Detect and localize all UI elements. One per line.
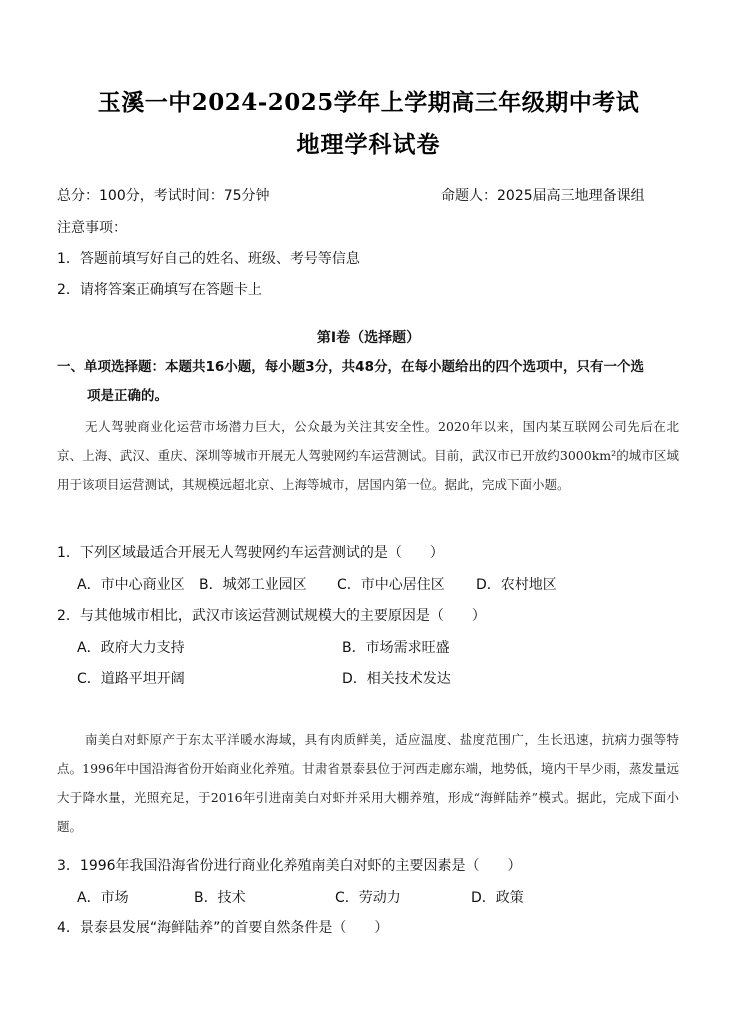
option-1d: D．农村地区	[476, 577, 557, 593]
option-3b: B．技术	[194, 890, 246, 906]
question-stem-4: 4．景泰县发展“海鲜陆养”的首要自然条件是（ ）	[57, 920, 389, 936]
option-2c: C．道路平坦开阔	[77, 671, 185, 687]
option-2a: A．政府大力支持	[77, 640, 185, 656]
section-title: 第Ⅰ卷（选择题）	[316, 330, 421, 346]
score-time-info: 总分：100分，考试时间：75分钟	[57, 188, 270, 204]
exam-subtitle: 地理学科试卷	[296, 131, 441, 158]
reading-passage-1: 无人驾驶商业化运营市场潜力巨大，公众最为关注其安全性。2020年以来，国内某互联网公司先后在北京、上海、武汉、重庆、深圳等城市开展无人驾驶网约车运营测试。目前，武汉市已开放约3000km²的城市区域用于该项目运营测试，其规模远超北京、上海等城市，居国内第一位。据此，完成下面小题。	[57, 419, 679, 492]
author-info: 命题人：2025届高三地理备课组	[441, 188, 645, 204]
option-3c: C．劳动力	[335, 890, 401, 906]
option-2d: D．相关技术发达	[342, 671, 451, 687]
note-item: 1．答题前填写好自己的姓名、班级、考号等信息	[57, 251, 360, 267]
option-1a: A．市中心商业区	[77, 577, 185, 593]
reading-passage-2: 南美白对虾原产于东太平洋暖水海域，具有肉质鲜美，适应温度、盐度范围广，生长迅速，抗病力强等特点。1996年中国沿海省份开始商业化养殖。甘肃省景泰县位于河西走廊东端，地势低，境内干旱少雨，蒸发量远大于降水量，光照充足，于2016年引进南美白对虾并采用大棚养殖，形成“海鲜陆养”模式。据此，完成下面小题。	[57, 732, 679, 834]
option-2b: B．市场需求旺盛	[342, 640, 450, 656]
question-stem-3: 3．1996年我国沿海省份进行商业化养殖南美白对虾的主要因素是（ ）	[57, 858, 522, 874]
question-stem-2: 2．与其他城市相比，武汉市该运营测试规模大的主要原因是（ ）	[57, 608, 486, 624]
note-item: 2．请将答案正确填写在答题卡上	[57, 282, 262, 298]
section-instruction: 一、单项选择题：本题共16小题，每小题3分，共48分，在每小题给出的四个选项中，只有一个选	[57, 359, 644, 375]
option-3d: D．政策	[471, 890, 524, 906]
notes-heading: 注意事项：	[57, 220, 127, 236]
question-stem-1: 1．下列区域最适合开展无人驾驶网约车运营测试的是（ ）	[57, 545, 444, 561]
section-instruction-cont: 项是正确的。	[87, 388, 168, 404]
exam-title: 玉溪一中2024-2025学年上学期高三年级期中考试	[97, 89, 640, 116]
option-1c: C．市中心居住区	[337, 577, 445, 593]
option-3a: A．市场	[77, 890, 129, 906]
option-1b: B．城郊工业园区	[199, 577, 307, 593]
